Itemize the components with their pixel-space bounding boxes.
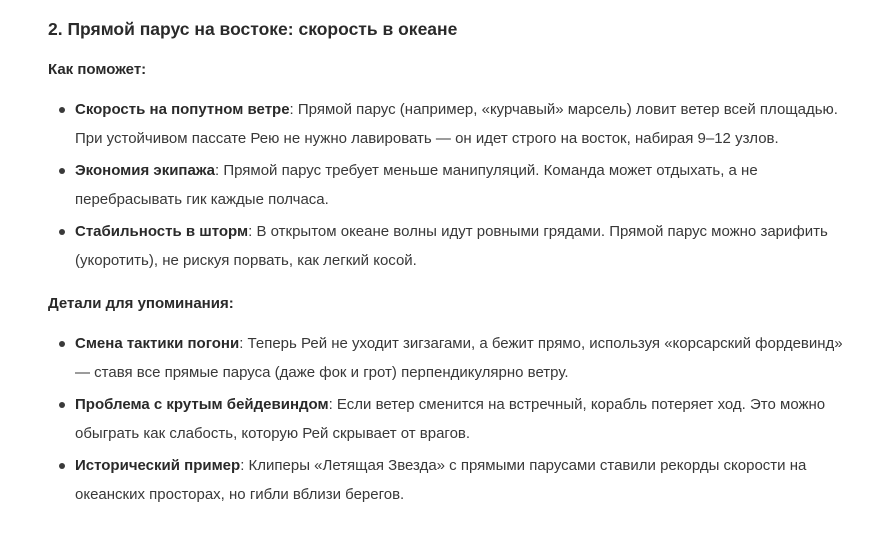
list-item-term: Смена тактики погони <box>75 335 240 352</box>
bullet-icon <box>59 229 65 235</box>
bullet-icon <box>59 402 65 408</box>
bullet-icon <box>59 463 65 469</box>
benefits-list <box>48 96 868 275</box>
bullet-icon <box>59 107 65 113</box>
details-list <box>48 330 868 509</box>
list-item <box>75 330 868 387</box>
list-item-term: Экономия экипажа <box>75 162 215 179</box>
label-details: Детали для упоминания: <box>48 295 234 312</box>
list-item-term: Стабильность в шторм <box>75 223 249 240</box>
list-item <box>75 218 868 275</box>
list-item <box>75 391 868 448</box>
list-item-text: : Прямой парус требует меньше манипуляций. Команда может отдыхать, а не перебрасывать гик каждые полчаса. <box>75 162 758 208</box>
list-item-text: : Прямой парус (например, «курчавый» марсель) ловит ветер всей площадью. При устойчивом пассате Рею не нужно лавировать — он идет строго на восток, набирая 9–12 узлов. <box>75 101 838 147</box>
bullet-icon <box>59 341 65 347</box>
list-item-term: Проблема с крутым бейдевиндом <box>75 396 329 413</box>
label-how-it-helps: Как поможет: <box>48 61 147 78</box>
list-item <box>75 96 868 153</box>
list-item <box>75 452 868 509</box>
list-item-term: Исторический пример <box>75 457 241 474</box>
bullet-icon <box>59 168 65 174</box>
list-item-text: : Если ветер сменится на встречный, корабль потеряет ход. Это можно обыграть как слабость, которую Рей скрывает от врагов. <box>75 396 826 442</box>
list-item-term: Скорость на попутном ветре <box>75 101 290 118</box>
list-item-text: : В открытом океане волны идут ровными грядами. Прямой парус можно зарифить (укоротить), не рискуя порвать, как легкий косой. <box>75 223 828 269</box>
section-heading: 2. Прямой парус на востоке: скорость в океане <box>48 19 458 39</box>
list-item-text: : Теперь Рей не уходит зигзагами, а бежит прямо, используя «корсарский фордевинд» — ставя все прямые паруса (даже фок и грот) перпендикулярно ветру. <box>75 335 843 381</box>
list-item <box>75 157 868 214</box>
list-item-text: : Клиперы «Летящая Звезда» с прямыми парусами ставили рекорды скорости на океанских просторах, но гибли вблизи берегов. <box>75 457 807 503</box>
